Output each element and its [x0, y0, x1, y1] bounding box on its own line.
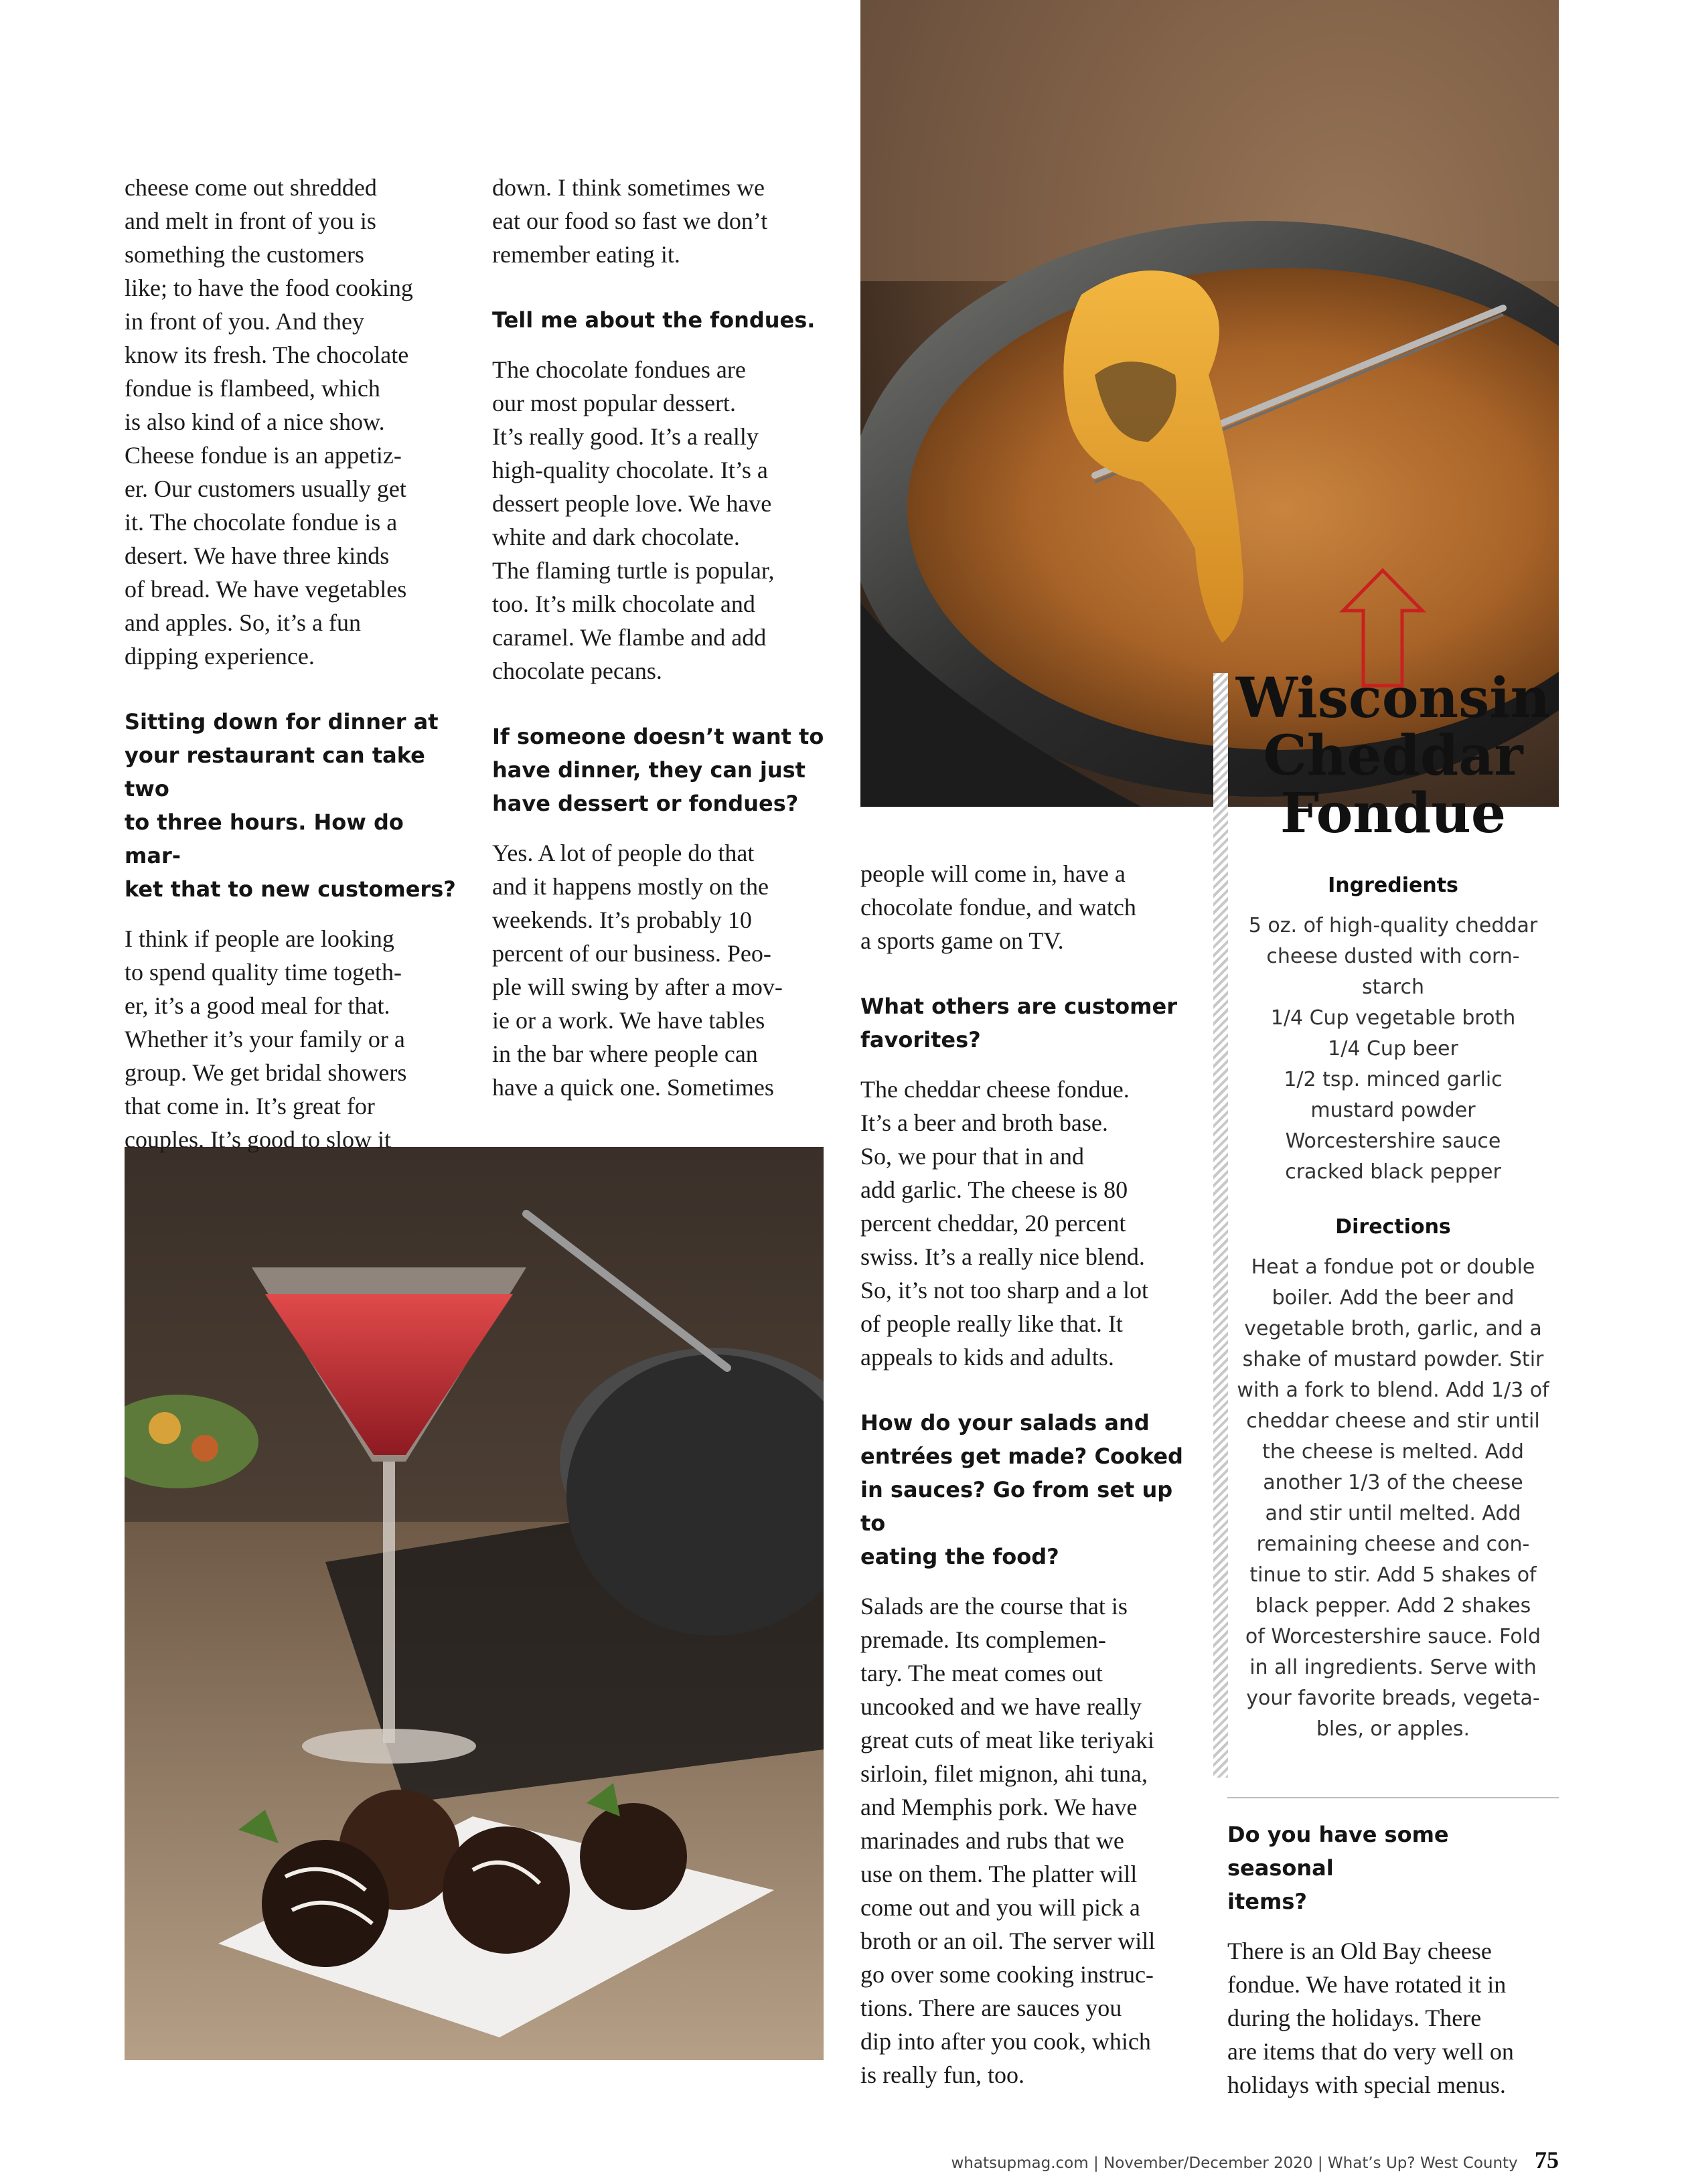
text-line: uncooked and we have really — [860, 1693, 1142, 1720]
text-line: add garlic. The cheese is 80 — [860, 1176, 1128, 1203]
text-line: dessert people love. We have — [492, 490, 772, 517]
text-line: dipping experience. — [125, 643, 315, 670]
direction-line: remaining cheese and con- — [1256, 1533, 1530, 1556]
text-line: ie or a work. We have tables — [492, 1007, 765, 1034]
text-line: caramel. We flambe and add — [492, 624, 767, 651]
text-line: fondue is flambeed, which — [125, 375, 380, 402]
footer-text: whatsupmag.com | November/December 2020 | What’s Up? West County — [951, 2155, 1518, 2172]
ingredient-line: starch — [1362, 976, 1424, 999]
text-line: percent cheddar, 20 percent — [860, 1210, 1126, 1237]
text-line: down. I think sometimes we — [492, 174, 765, 201]
text-line: There is an Old Bay cheese — [1227, 1938, 1492, 1964]
recipe-title-line: Wisconsin — [1235, 666, 1551, 730]
text-line: It’s really good. It’s a really — [492, 423, 759, 450]
text-line: are items that do very well on — [1227, 2038, 1514, 2065]
direction-line: another 1/3 of the cheese — [1263, 1471, 1523, 1494]
text-line: in the bar where people can — [492, 1040, 758, 1067]
ingredient-line: 1/4 Cup beer — [1328, 1037, 1458, 1061]
text-line: The chocolate fondues are — [492, 356, 746, 383]
question-line: eating the food? — [860, 1544, 1059, 1569]
question-line: Do you have some seasonal — [1227, 1822, 1449, 1881]
recipe-title — [1227, 666, 1559, 846]
text-line: and melt in front of you is — [125, 208, 376, 234]
text-line: Cheese fondue is an appetiz- — [125, 442, 402, 469]
striped-divider — [1213, 673, 1228, 1778]
question-line: have dessert or fondues? — [492, 791, 799, 816]
ingredient-line: cheese dusted with corn- — [1266, 945, 1520, 968]
text-line: go over some cooking instruc- — [860, 1961, 1154, 1988]
text-line: appeals to kids and adults. — [860, 1344, 1114, 1371]
text-line: something the customers — [125, 241, 364, 268]
text-line: a sports game on TV. — [860, 927, 1064, 954]
direction-line: of Worcestershire sauce. Fold — [1245, 1625, 1541, 1648]
column-4-answer — [1227, 1934, 1559, 2102]
text-line: fondue. We have rotated it in — [1227, 1971, 1507, 1998]
question-line: favorites? — [860, 1027, 981, 1052]
text-line: holidays with special menus. — [1227, 2072, 1506, 2098]
text-line: I think if people are looking — [125, 925, 394, 952]
text-line: is really fun, too. — [860, 2061, 1024, 2088]
question-line: have dinner, they can just — [492, 757, 806, 783]
directions-heading: Directions — [1335, 1215, 1451, 1239]
text-line: Whether it’s your family or a — [125, 1026, 405, 1052]
text-line: of people really like that. It — [860, 1310, 1123, 1337]
text-line: our most popular dessert. — [492, 390, 736, 416]
page-number: 75 — [1535, 2147, 1559, 2173]
text-line: of bread. We have vegetables — [125, 576, 407, 603]
direction-line: in all ingredients. Serve with — [1249, 1656, 1537, 1679]
text-line: and Memphis pork. We have — [860, 1794, 1138, 1820]
ingredient-line: 1/4 Cup vegetable broth — [1270, 1006, 1516, 1030]
text-line: sirloin, filet mignon, ahi tuna, — [860, 1760, 1148, 1787]
ingredient-line: cracked black pepper — [1285, 1160, 1501, 1184]
text-line: desert. We have three kinds — [125, 542, 390, 569]
text-line: white and dark chocolate. — [492, 524, 740, 550]
text-line: The cheddar cheese fondue. — [860, 1076, 1130, 1103]
text-line: So, we pour that in and — [860, 1143, 1084, 1170]
text-line: too. It’s milk chocolate and — [492, 591, 755, 617]
text-line: know its fresh. The chocolate — [125, 341, 409, 368]
direction-line: shake of mustard powder. Stir — [1242, 1348, 1544, 1371]
question-line: in sauces? Go from set up to — [860, 1477, 1173, 1536]
direction-line: the cheese is melted. Add — [1262, 1440, 1524, 1464]
text-line: So, it’s not too sharp and a lot — [860, 1277, 1148, 1304]
text-line: have a quick one. Sometimes — [492, 1074, 774, 1101]
text-line: ple will swing by after a mov- — [492, 973, 783, 1000]
text-line: group. We get bridal showers — [125, 1059, 407, 1086]
column-3-answer-2 — [860, 1589, 1202, 2092]
column-2-answer-2 — [492, 836, 840, 1104]
ingredients-heading: Ingredients — [1328, 874, 1458, 897]
column-3-top-paragraph — [860, 857, 1202, 957]
column-4-question — [1227, 1818, 1559, 1918]
column-3-question-1 — [860, 990, 1202, 1057]
column-2-question-1 — [492, 303, 840, 337]
question-line: Sitting down for dinner at — [125, 709, 439, 734]
ingredient-line: Worcestershire sauce — [1285, 1129, 1501, 1153]
column-2-answer-1 — [492, 353, 840, 688]
column-3-question-2 — [860, 1406, 1202, 1573]
text-line: percent of our business. Peo- — [492, 940, 771, 967]
text-line: to spend quality time togeth- — [125, 959, 402, 986]
directions-text — [1227, 1252, 1559, 1745]
direction-line: your favorite breads, vegeta- — [1246, 1687, 1540, 1710]
ingredient-line: 1/2 tsp. minced garlic — [1284, 1068, 1503, 1091]
question-line: If someone doesn’t want to — [492, 724, 824, 749]
dessert-cocktail-photo — [125, 1147, 824, 2060]
text-line: Salads are the course that is — [860, 1593, 1128, 1620]
column-1-question — [125, 705, 459, 906]
text-line: is also kind of a nice show. — [125, 408, 385, 435]
question-line: entrées get made? Cooked — [860, 1444, 1183, 1469]
text-line: remember eating it. — [492, 241, 680, 268]
direction-line: with a fork to blend. Add 1/3 of — [1237, 1379, 1549, 1402]
question-line: items? — [1227, 1889, 1307, 1914]
ingredient-line: 5 oz. of high-quality cheddar — [1248, 914, 1538, 937]
column-2-top-paragraph — [492, 171, 840, 271]
text-line: marinades and rubs that we — [860, 1827, 1124, 1854]
text-line: come out and you will pick a — [860, 1894, 1140, 1921]
column-1-top-paragraph — [125, 171, 459, 673]
recipe-box — [1227, 666, 1559, 1745]
column-4 — [1227, 1818, 1559, 2102]
text-line: chocolate fondue, and watch — [860, 894, 1136, 921]
question-line: Tell me about the fondues. — [492, 307, 816, 333]
text-line: use on them. The platter will — [860, 1861, 1138, 1887]
text-line: during the holidays. There — [1227, 2005, 1482, 2031]
column-1-answer — [125, 922, 459, 1156]
column-2 — [492, 171, 840, 1104]
text-line: It’s a beer and broth base. — [860, 1109, 1108, 1136]
column-1 — [125, 171, 459, 1156]
question-line: How do your salads and — [860, 1410, 1150, 1435]
text-line: high-quality chocolate. It’s a — [492, 457, 768, 483]
text-line: people will come in, have a — [860, 860, 1126, 887]
text-line: chocolate pecans. — [492, 657, 662, 684]
column-3-answer-1 — [860, 1073, 1202, 1374]
ingredients-list — [1227, 911, 1559, 1188]
text-line: er. Our customers usually get — [125, 475, 406, 502]
text-line: er, it’s a good meal for that. — [125, 992, 390, 1019]
text-line: in front of you. And they — [125, 308, 364, 335]
question-line: ket that to new customers? — [125, 876, 456, 902]
section-divider — [1227, 1797, 1559, 1798]
direction-line: Heat a fondue pot or double — [1251, 1255, 1535, 1279]
text-line: swiss. It’s a really nice blend. — [860, 1243, 1145, 1270]
text-line: great cuts of meat like teriyaki — [860, 1727, 1154, 1753]
page-footer — [870, 2146, 1559, 2174]
text-line: it. The chocolate fondue is a — [125, 509, 398, 536]
text-line: broth or an oil. The server will — [860, 1928, 1156, 1954]
direction-line: bles, or apples. — [1316, 1717, 1470, 1741]
question-line: What others are customer — [860, 994, 1177, 1019]
question-line: to three hours. How do mar- — [125, 809, 404, 868]
question-line: your restaurant can take two — [125, 743, 425, 801]
text-line: and apples. So, it’s a fun — [125, 609, 361, 636]
text-line: Yes. A lot of people do that — [492, 840, 755, 866]
direction-line: black pepper. Add 2 shakes — [1255, 1594, 1531, 1618]
text-line: weekends. It’s probably 10 — [492, 907, 752, 933]
direction-line: and stir until melted. Add — [1265, 1502, 1521, 1525]
text-line: premade. Its complemen- — [860, 1626, 1106, 1653]
text-line: tions. There are sauces you — [860, 1995, 1122, 2021]
text-line: The flaming turtle is popular, — [492, 557, 775, 584]
text-line: cheese come out shredded — [125, 174, 377, 201]
ingredient-line: mustard powder — [1310, 1099, 1476, 1122]
direction-line: tinue to stir. Add 5 shakes of — [1249, 1563, 1537, 1587]
text-line: that come in. It’s great for — [125, 1093, 375, 1119]
direction-line: cheddar cheese and stir until — [1246, 1409, 1540, 1433]
text-line: and it happens mostly on the — [492, 873, 769, 900]
text-line: eat our food so fast we don’t — [492, 208, 768, 234]
column-2-question-2 — [492, 720, 840, 820]
direction-line: boiler. Add the beer and — [1272, 1286, 1515, 1310]
dessert-cocktail-illustration — [125, 1147, 824, 2060]
text-line: like; to have the food cooking — [125, 275, 413, 301]
recipe-title-line: Fondue — [1280, 781, 1507, 846]
text-line: couples. It’s good to slow it — [125, 1126, 391, 1153]
text-line: dip into after you cook, which — [860, 2028, 1151, 2055]
direction-line: vegetable broth, garlic, and a — [1244, 1317, 1542, 1340]
text-line: tary. The meat comes out — [860, 1660, 1103, 1687]
column-3 — [860, 857, 1202, 2092]
recipe-title-line: Cheddar — [1263, 724, 1523, 788]
